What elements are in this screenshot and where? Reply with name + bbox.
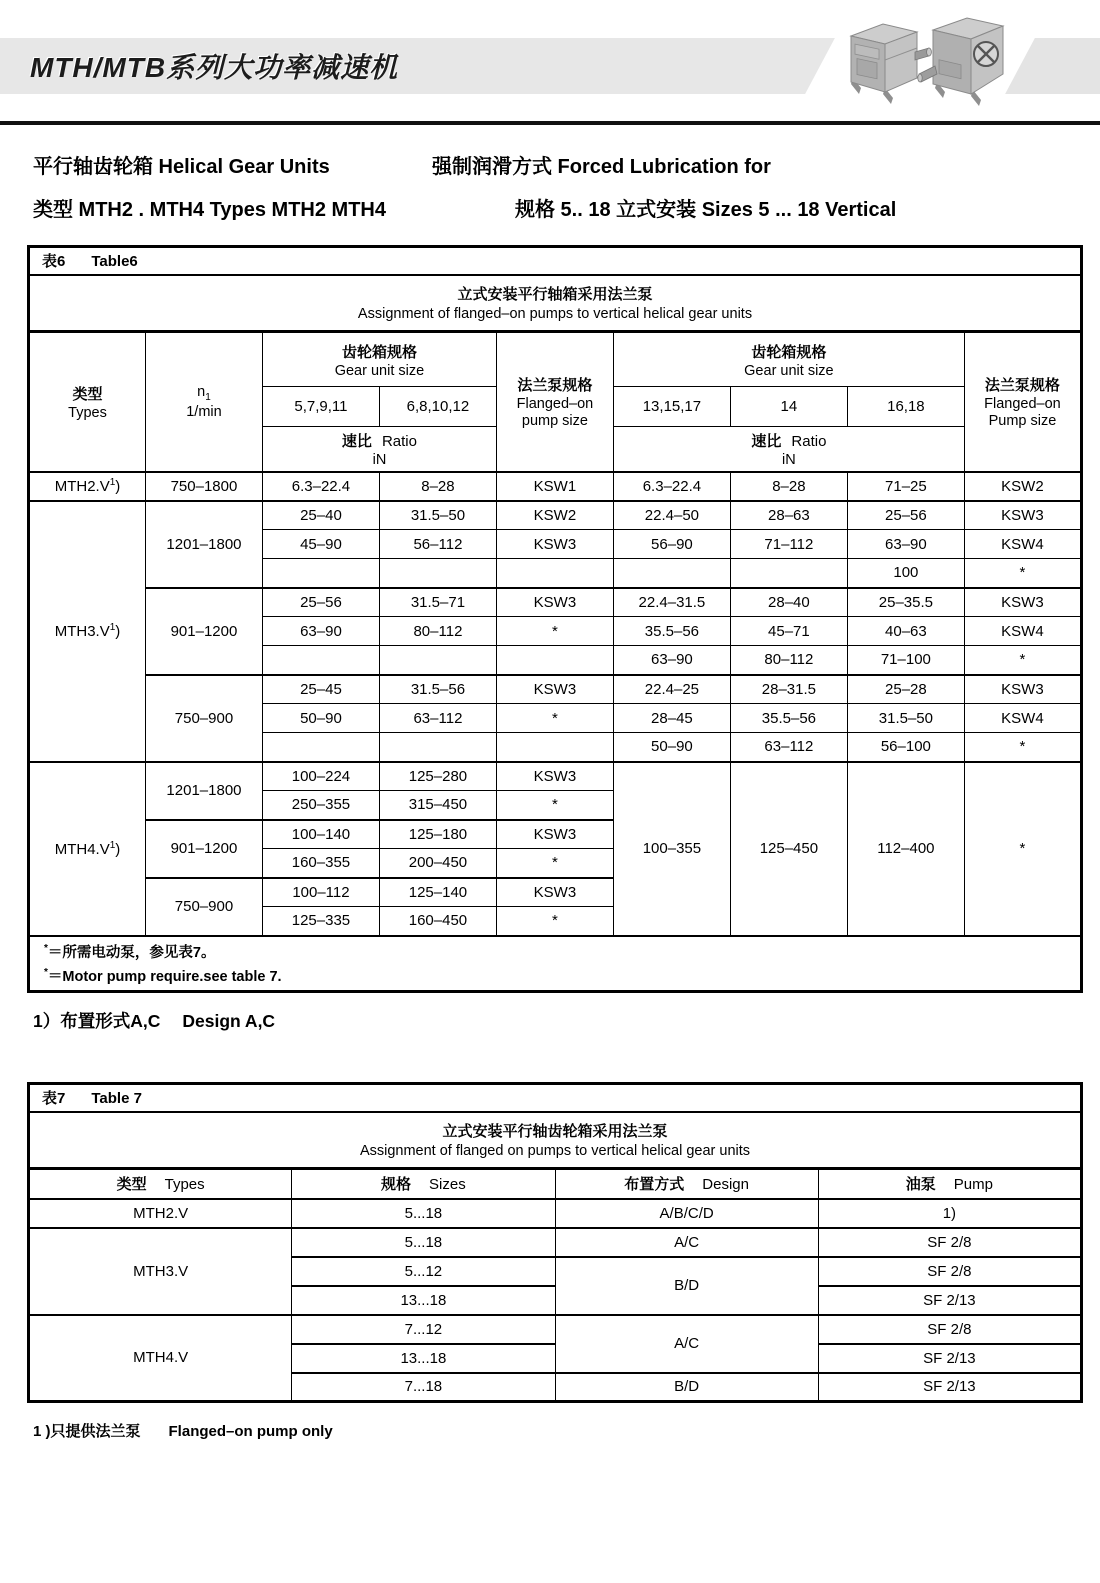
ratio-cell: 125–450: [730, 762, 847, 936]
ratio-cell: 31.5–50: [379, 501, 496, 530]
ratio-cell: 125–180: [379, 820, 496, 849]
type-cell: MTH2.V: [29, 1199, 292, 1228]
pump-footnote: 1 )只提供法兰泵 Flanged–on pump only: [33, 1423, 333, 1440]
pump-cell: KSW4: [964, 704, 1081, 733]
table6-caption-en: Assignment of flanged–on pumps to vertical helical gear units: [357, 306, 753, 323]
table7-caption-row: [29, 1112, 1082, 1169]
header-pump: 油泵 Pump: [818, 1169, 1081, 1199]
header-ratio-left: 速比 Ratio iN: [262, 427, 496, 472]
ratio-cell: 50–90: [613, 733, 730, 762]
ratio-cell: 160–450: [379, 907, 496, 936]
table6-caption-cn: 立式安装平行轴箱采用法兰泵: [457, 286, 653, 304]
ratio-cell: 31.5–71: [379, 588, 496, 617]
pump-cell: *: [964, 733, 1081, 762]
header-types: 类型 Types: [29, 332, 146, 472]
ratio-cell: 125–140: [379, 878, 496, 907]
table6-footnote-cell: [29, 936, 1082, 992]
footnote-cn: *＝所需电动泵，参见表7。: [44, 942, 216, 961]
pump-cell: *: [964, 646, 1081, 675]
ratio-cell: [379, 559, 496, 588]
type-cell: MTH3.V: [29, 1228, 292, 1315]
ratio-cell: 125–335: [262, 907, 379, 936]
table6-footnote-row: [29, 936, 1082, 992]
type-cell: MTH4.V: [29, 1315, 292, 1402]
decorative-wedge: [1005, 38, 1100, 94]
gearbox-front-icon: [918, 18, 1003, 106]
table-row: [29, 675, 1082, 704]
pump-cell: KSW4: [964, 617, 1081, 646]
size-cell: 13...18: [292, 1344, 555, 1373]
table7-header-row: [29, 1169, 1082, 1199]
ratio-cell: 56–90: [613, 530, 730, 559]
pump-cell: [496, 646, 613, 675]
table7-caption-en: Assignment of flanged on pumps to vertical helical gear units: [359, 1143, 751, 1160]
header-size-group: 13,15,17: [613, 387, 730, 427]
header-size-group: 5,7,9,11: [262, 387, 379, 427]
table6-label-en: Table6: [91, 253, 138, 271]
ratio-cell: 25–56: [847, 501, 964, 530]
ratio-cell: 80–112: [730, 646, 847, 675]
pump-cell: KSW2: [496, 501, 613, 530]
ratio-cell: 56–100: [847, 733, 964, 762]
table6-header-row-1: [29, 332, 1082, 387]
ratio-cell: 112–400: [847, 762, 964, 936]
pump-cell: SF 2/13: [818, 1344, 1081, 1373]
table7-title-row: [29, 1084, 1082, 1112]
table6-label-cn: 表6: [42, 253, 66, 271]
ratio-cell: 45–71: [730, 617, 847, 646]
ratio-cell: 71–100: [847, 646, 964, 675]
ratio-cell: 100–224: [262, 762, 379, 791]
n1-cell: 1201–1800: [145, 762, 262, 820]
size-cell: 5...18: [292, 1199, 555, 1228]
ratio-cell: [262, 646, 379, 675]
size-cell: 5...18: [292, 1228, 555, 1257]
ratio-cell: 28–63: [730, 501, 847, 530]
ratio-cell: 160–355: [262, 849, 379, 878]
ratio-cell: 35.5–56: [613, 617, 730, 646]
table-row: [29, 472, 1082, 501]
ratio-cell: [379, 733, 496, 762]
header-size-group: 16,18: [847, 387, 964, 427]
ratio-cell: 315–450: [379, 791, 496, 820]
pump-cell: KSW4: [964, 530, 1081, 559]
ratio-cell: 100–112: [262, 878, 379, 907]
header-gear-size-right: 齿轮箱规格 Gear unit size: [613, 332, 964, 387]
ratio-cell: 100–355: [613, 762, 730, 936]
design-note: 1）布置形式A,C Design A,C: [33, 1011, 276, 1031]
ratio-cell: 6.3–22.4: [262, 472, 379, 501]
ratio-cell: 31.5–50: [847, 704, 964, 733]
ratio-cell: 63–112: [730, 733, 847, 762]
ratio-cell: 35.5–56: [730, 704, 847, 733]
ratio-cell: 6.3–22.4: [613, 472, 730, 501]
header-size-group: 14: [730, 387, 847, 427]
footnote-ref: 1: [109, 839, 116, 851]
size-cell: 13...18: [292, 1286, 555, 1315]
ratio-cell: 22.4–50: [613, 501, 730, 530]
design-cell: B/D: [555, 1257, 818, 1315]
header-ratio-right: 速比 Ratio iN: [613, 427, 964, 472]
footnote-en: *＝Motor pump require.see table 7.: [44, 966, 282, 985]
ratio-cell: 25–45: [262, 675, 379, 704]
pump-cell: KSW1: [496, 472, 613, 501]
pump-cell: KSW3: [496, 675, 613, 704]
pump-cell: *: [496, 907, 613, 936]
ratio-cell: [379, 646, 496, 675]
ratio-cell: 71–25: [847, 472, 964, 501]
gearbox-product-images: [845, 8, 1015, 113]
table7-caption-cell: [29, 1112, 1082, 1169]
table6-label-cell: [29, 247, 1082, 275]
pump-cell: *: [496, 617, 613, 646]
page-title: MTH/MTB系列大功率减速机: [30, 52, 399, 83]
pump-cell: *: [964, 559, 1081, 588]
n1-cell: 901–1200: [145, 820, 262, 878]
ratio-cell: 80–112: [379, 617, 496, 646]
size-cell: 7...18: [292, 1373, 555, 1402]
header-pump-right: 法兰泵规格 Flanged–on Pump size: [964, 332, 1081, 472]
header-divider: [0, 121, 1100, 125]
pump-cell: SF 2/8: [818, 1228, 1081, 1257]
ratio-cell: [613, 559, 730, 588]
ratio-cell: [730, 559, 847, 588]
subtitle-line2-left: 类型 MTH2 . MTH4 Types MTH2 MTH4: [33, 199, 386, 221]
design-cell: A/B/C/D: [555, 1199, 818, 1228]
pump-cell: *: [496, 704, 613, 733]
ratio-cell: 28–31.5: [730, 675, 847, 704]
pump-cell: KSW3: [496, 588, 613, 617]
table6-title-row: [29, 247, 1082, 275]
pump-cell: SF 2/8: [818, 1257, 1081, 1286]
ratio-cell: 25–40: [262, 501, 379, 530]
table-row: [29, 1199, 1082, 1228]
subtitle-line1-left: 平行轴齿轮箱 Helical Gear Units: [33, 156, 330, 178]
pump-cell: *: [496, 791, 613, 820]
pump-cell: SF 2/13: [818, 1286, 1081, 1315]
ratio-cell: 100: [847, 559, 964, 588]
ratio-cell: 22.4–31.5: [613, 588, 730, 617]
table-row: [29, 762, 1082, 791]
ratio-cell: 63–90: [613, 646, 730, 675]
header-pump-left: 法兰泵规格 Flanged–on pump size: [496, 332, 613, 472]
pump-cell: *: [496, 849, 613, 878]
ratio-cell: 31.5–56: [379, 675, 496, 704]
design-cell: A/C: [555, 1315, 818, 1373]
table7-caption-cn: 立式安装平行轴齿轮箱采用法兰泵: [442, 1123, 668, 1141]
size-cell: 7...12: [292, 1315, 555, 1344]
ratio-cell: 100–140: [262, 820, 379, 849]
n1-cell: 901–1200: [145, 588, 262, 675]
pump-cell: 1): [818, 1199, 1081, 1228]
header-sizes: 规格 Sizes: [292, 1169, 555, 1199]
ratio-cell: 56–112: [379, 530, 496, 559]
footnote-ref: 1: [109, 477, 116, 488]
pump-cell: KSW3: [964, 588, 1081, 617]
ratio-cell: 25–35.5: [847, 588, 964, 617]
n1-cell: 750–900: [145, 675, 262, 762]
ratio-cell: 200–450: [379, 849, 496, 878]
pump-cell: KSW3: [496, 762, 613, 791]
ratio-cell: 28–40: [730, 588, 847, 617]
type-cell: $MTH4.V^1$): [29, 762, 146, 936]
table7: [27, 1082, 1083, 1403]
pump-cell: KSW3: [496, 878, 613, 907]
footnote-ref: 1: [109, 622, 116, 633]
table7-label-cell: [29, 1084, 1082, 1112]
header-gear-size-left: 齿轮箱规格 Gear unit size: [262, 332, 496, 387]
table-row: [29, 501, 1082, 530]
pump-cell: SF 2/13: [818, 1373, 1081, 1402]
ratio-cell: 50–90: [262, 704, 379, 733]
ratio-cell: [262, 733, 379, 762]
ratio-cell: 45–90: [262, 530, 379, 559]
ratio-cell: 28–45: [613, 704, 730, 733]
ratio-cell: 63–90: [847, 530, 964, 559]
pump-cell: KSW3: [496, 820, 613, 849]
ratio-cell: 8–28: [379, 472, 496, 501]
design-cell: B/D: [555, 1373, 818, 1402]
ratio-cell: 25–28: [847, 675, 964, 704]
pump-cell: KSW2: [964, 472, 1081, 501]
ratio-cell: 71–112: [730, 530, 847, 559]
header-types: 类型 Types: [29, 1169, 292, 1199]
ratio-cell: 250–355: [262, 791, 379, 820]
ratio-cell: 63–90: [262, 617, 379, 646]
ratio-cell: 22.4–25: [613, 675, 730, 704]
ratio-cell: [262, 559, 379, 588]
table-row: [29, 588, 1082, 617]
table6: [27, 245, 1083, 993]
table6-caption-row: [29, 275, 1082, 332]
header-design: 布置方式 Design: [555, 1169, 818, 1199]
header-n1: $n_1$ 1/min: [145, 332, 262, 472]
subtitle-line1-right: 强制润滑方式 Forced Lubrication for: [432, 156, 771, 178]
ratio-cell: 63–112: [379, 704, 496, 733]
n1-cell: 1201–1800: [145, 501, 262, 588]
type-cell: $MTH3.V^1$): [29, 501, 146, 762]
n1-cell: 750–1800: [145, 472, 262, 501]
pump-cell: *: [964, 762, 1081, 936]
pump-cell: [496, 733, 613, 762]
ratio-cell: 125–280: [379, 762, 496, 791]
header-size-group: 6,8,10,12: [379, 387, 496, 427]
table-row: [29, 1315, 1082, 1344]
table7-label-en: Table 7: [91, 1090, 142, 1108]
table7-label-cn: 表7: [42, 1090, 66, 1108]
size-cell: 5...12: [292, 1257, 555, 1286]
ratio-cell: 8–28: [730, 472, 847, 501]
ratio-cell: 40–63: [847, 617, 964, 646]
pump-cell: KSW3: [964, 675, 1081, 704]
table-row: [29, 1228, 1082, 1257]
design-cell: A/C: [555, 1228, 818, 1257]
gearbox-side-icon: [851, 24, 931, 104]
pump-cell: KSW3: [496, 530, 613, 559]
table6-caption-cell: [29, 275, 1082, 332]
pump-cell: [496, 559, 613, 588]
n1-cell: 750–900: [145, 878, 262, 936]
subtitle-line2-right: 规格 5.. 18 立式安装 Sizes 5 ... 18 Vertical: [515, 199, 897, 221]
pump-cell: KSW3: [964, 501, 1081, 530]
pump-cell: SF 2/8: [818, 1315, 1081, 1344]
ratio-cell: 25–56: [262, 588, 379, 617]
type-cell: $MTH2.V^1$): [29, 472, 146, 501]
